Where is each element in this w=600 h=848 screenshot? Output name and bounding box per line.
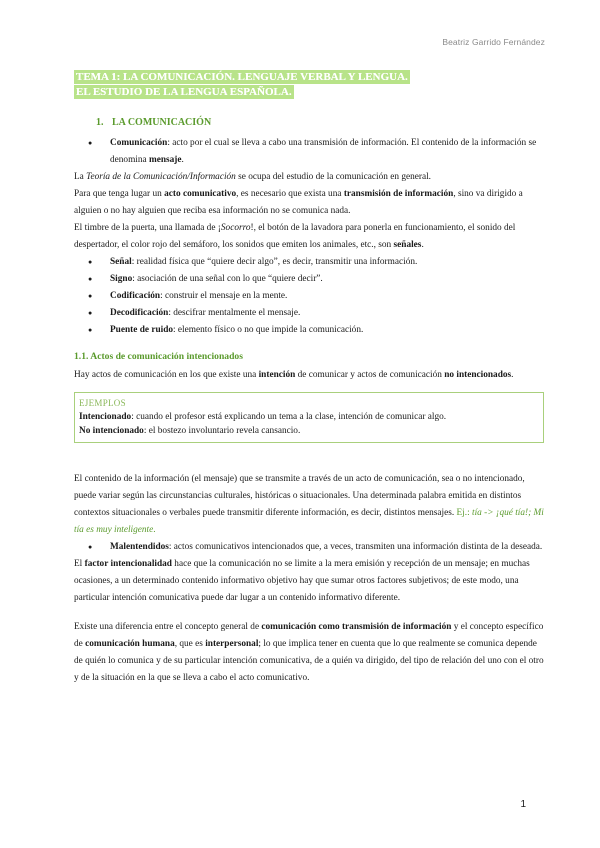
example-text: tía -> ¡qué tía!; Mi tía es muy inteligente [74, 508, 544, 535]
text: y el concepto específico de [74, 622, 544, 649]
paragraph-intro [74, 367, 544, 384]
list-item [74, 135, 544, 169]
bold-text: factor intencionalidad [84, 559, 172, 569]
punct: . [153, 525, 156, 535]
definition-text: : elemento físico o no que impide la comunicación. [173, 325, 364, 335]
text: !, el botón de la lavadora para ponerla en funcionamiento, el sonido del despertador, el color rojo del semáforo, los sonidos que emiten los animales, etc., son [74, 223, 516, 250]
bold-text: interpersonal [205, 639, 259, 649]
text: , que es [174, 639, 206, 649]
title-line-1: TEMA 1: LA COMUNICACIÓN. LENGUAJE VERBAL Y LENGUA. [76, 71, 408, 83]
term: No intencionado [79, 426, 144, 436]
definition-text: : realidad física que “quiere decir algo”, es decir, transmitir una información. [131, 257, 418, 267]
text: El [74, 559, 85, 569]
text: , es necesario que exista una [236, 189, 344, 199]
title-line-2: EL ESTUDIO DE LA LENGUA ESPAÑOLA. [76, 86, 292, 98]
comunicacion-definition-list [74, 135, 544, 169]
document-body [74, 70, 544, 687]
definition-text: : actos comunicativos intencionados que, a veces, transmiten una información distinta de la deseada. [168, 542, 543, 552]
section-title: LA COMUNICACIÓN [112, 117, 212, 128]
definition-text: : construir el mensaje en la mente. [160, 291, 288, 301]
bold-text: intención [258, 370, 296, 380]
malentendidos-list [74, 539, 544, 556]
list-item [74, 305, 544, 322]
list-item [74, 322, 544, 339]
list-item [74, 288, 544, 305]
bold-text: comunicación como transmisión de información [261, 622, 452, 632]
bold-text: transmisión de información [343, 189, 454, 199]
term: Malentendidos [110, 542, 169, 552]
spacer [74, 459, 544, 471]
term: mensaje [149, 155, 182, 165]
text: . [511, 370, 514, 380]
text: . [421, 240, 424, 250]
punct: . [181, 155, 184, 165]
example-line [79, 410, 537, 424]
definition-text: : acto por el cual se lleva a cabo una transmisión de información. El contenido de la información se denomina [110, 138, 537, 165]
page-title [74, 70, 544, 100]
term: Decodificación [110, 308, 169, 318]
list-item [74, 271, 544, 288]
italic-text: Teoría de la Comunicación/Información [86, 172, 236, 182]
bold-text: no intencionados [444, 370, 512, 380]
list-item [74, 539, 544, 556]
text: Existe una diferencia entre el concepto general de [74, 622, 262, 632]
term: Intencionado [79, 412, 132, 422]
paragraph-diferencia [74, 619, 544, 687]
definition-text: : asociación de una señal con lo que “quiere decir”. [132, 274, 323, 284]
text: hace que la comunicación no se limite a la mera emisión y recepción de un mensaje; en muchas ocasiones, a un determinado contenido informativo objetivo hay que sumar otros factores subjetivos; de este modo, una particular intención comunicativa puede dar lugar a un contenido informativo diferente. [74, 559, 530, 603]
text: ; lo que implica tener en cuenta que lo que realmente se comunica depende de quién lo comunica y de su particular intención comunicativa, de a quién va dirigido, del tipo de relación del uno con el otro y de la situación en la que se lleva a cabo el acto comunicativo. [74, 639, 544, 683]
text: se ocupa del estudio de la comunicación en general. [235, 172, 432, 182]
list-item [74, 254, 544, 271]
examples-heading: EJEMPLOS [79, 398, 126, 408]
italic-text: Socorro [220, 223, 251, 233]
paragraph-timbre [74, 220, 544, 254]
term: Puente de ruido [110, 325, 174, 335]
example-label: Ej.: [456, 508, 472, 518]
term: Señal [110, 257, 132, 267]
paragraph-contenido [74, 471, 544, 539]
author-name: Beatriz Garrido Fernández [442, 37, 545, 47]
subsection-heading: 1.1. Actos de comunicación intencionados [74, 351, 243, 362]
text: El contenido de la información (el mensaje) que se transmite a través de un acto de comunicación, sea o no intencionado, puede variar según las circunstancias culturales, históricas o situacionales. Una determinada palabra emitida en distintos contextos situacionales o verbales puede transmitir diferente información, es decir, distintos mensajes. [74, 474, 525, 518]
section-number: 1. [96, 117, 104, 128]
paragraph-factor [74, 556, 544, 607]
text: El timbre de la puerta, una llamada de ¡ [74, 223, 221, 233]
section-heading [96, 114, 544, 131]
text: : el bostezo involuntario revela cansancio. [143, 426, 301, 436]
text: Hay actos de comunicación en los que existe una [74, 370, 259, 380]
examples-box [74, 392, 544, 443]
page-number: 1 [520, 799, 526, 810]
bold-text: comunicación humana [85, 639, 175, 649]
term: Comunicación [110, 138, 168, 148]
example-line [79, 424, 537, 438]
term: Codificación [110, 291, 161, 301]
paragraph-teoria [74, 169, 544, 186]
bold-text: acto comunicativo [164, 189, 237, 199]
term: Signo [110, 274, 133, 284]
text: , sino va dirigido a alguien o no hay alguien que reciba esa información no se comunica nada. [74, 189, 523, 216]
text: de comunicar y actos de comunicación [295, 370, 445, 380]
bold-text: señales [393, 240, 422, 250]
text: : cuando el profesor está explicando un tema a la clase, intención de comunicar algo. [131, 412, 447, 422]
text: Para que tenga lugar un [74, 189, 165, 199]
text: La [74, 172, 87, 182]
spacer [74, 607, 544, 619]
paragraph-acto [74, 186, 544, 220]
definition-text: : descifrar mentalmente el mensaje. [168, 308, 301, 318]
definitions-list [74, 254, 544, 339]
